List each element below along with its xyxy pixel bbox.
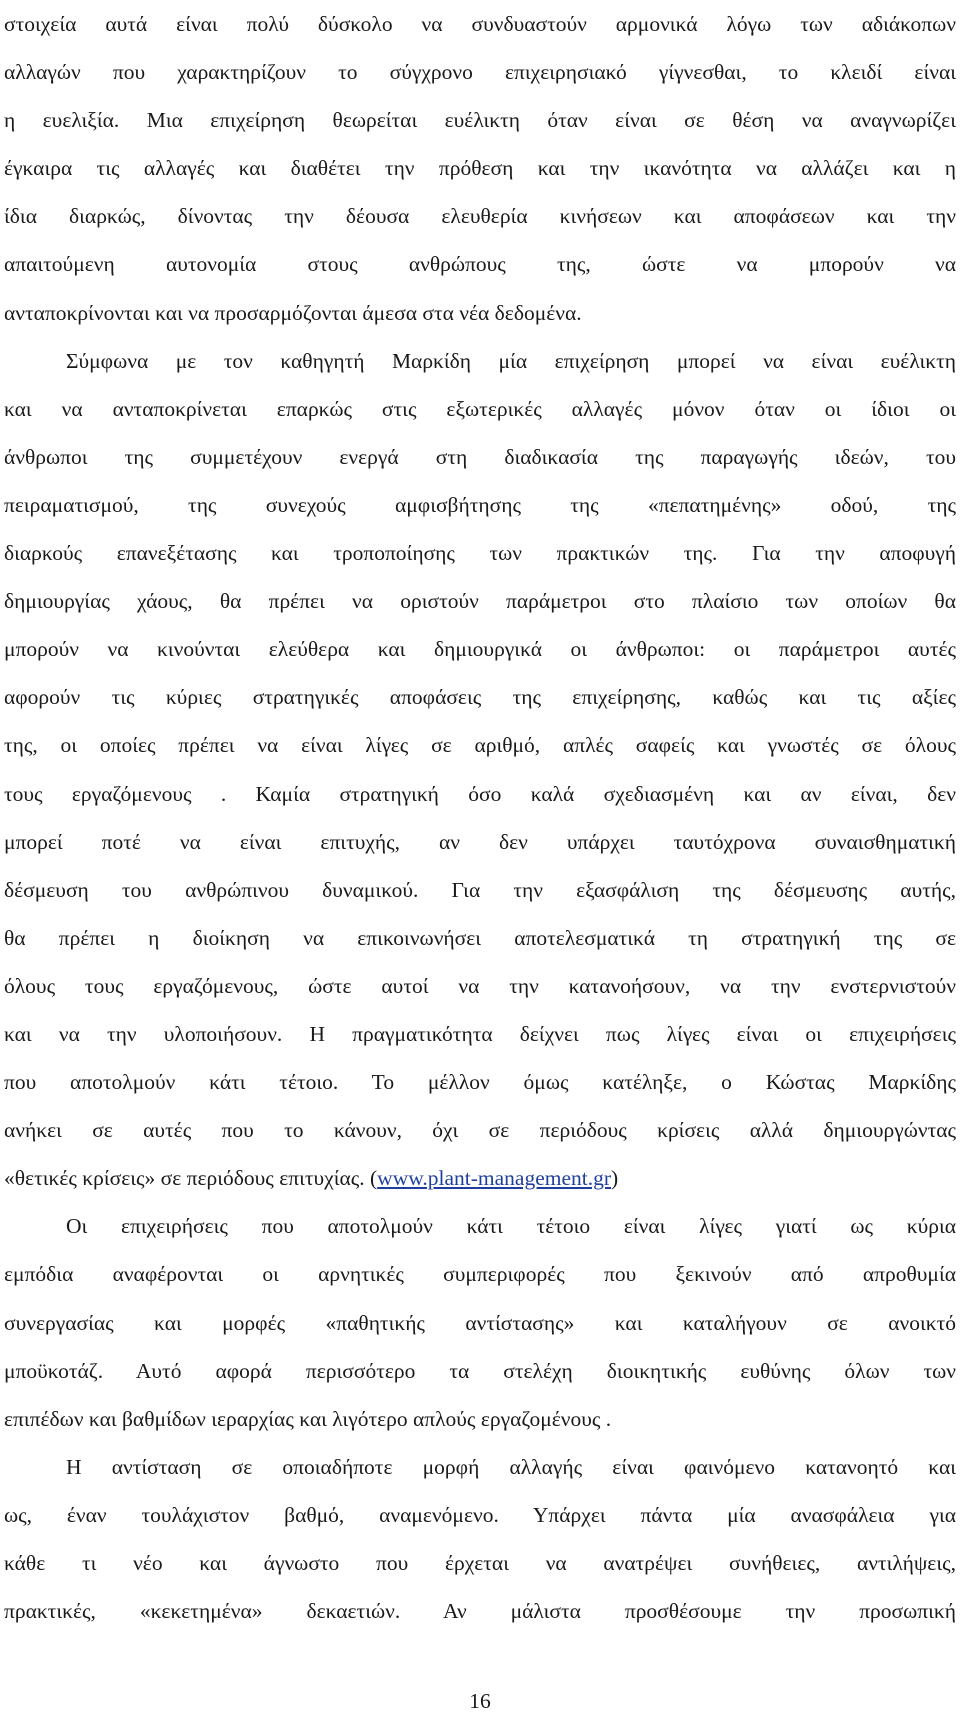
text-line: στοιχεία αυτά είναι πολύ δύσκολο να συνδυαστούν αρμονικά λόγω των αδιάκοπων [4, 12, 956, 36]
text-line: απαιτούμενη αυτονομία στους ανθρώπους της, ώστε να μπορούν να [4, 252, 956, 277]
paragraph-start-line: Οι επιχειρήσεις που αποτολμούν κάτι τέτοιο είναι λίγες γιατί ως κύρια [66, 1214, 956, 1239]
text-line: επιπέδων και βαθμίδων ιεραρχίας και λιγότερο απλούς εργαζομένους . [4, 1406, 612, 1431]
text-line: μπορούν να κινούνται ελεύθερα και δημιουργικά οι άνθρωποι: οι παράμετροι αυτές [4, 637, 956, 662]
page-number: 16 [469, 1689, 491, 1713]
source-link[interactable]: www.plant-management.gr [377, 1166, 612, 1191]
text-line: που αποτολμούν κάτι τέτοιο. Το μέλλον όμως κατέληξε, ο Κώστας Μαρκίδης [4, 1070, 956, 1095]
text-line: πρακτικές, «κεκετημένα» δεκαετιών. Αν μάλιστα προσθέσουμε την προσωπική [4, 1599, 956, 1624]
text-line: ανταποκρίνονται και να προσαρμόζονται άμεσα στα νέα δεδομένα. [4, 300, 582, 325]
text-line: έγκαιρα τις αλλαγές και διαθέτει την πρόθεση και την ικανότητα να αλλάζει και η [4, 156, 956, 181]
text-line: ως, έναν τουλάχιστον βαθμό, αναμενόμενο. Υπάρχει πάντα μία ανασφάλεια για [4, 1502, 956, 1527]
text-line: δέσμευση του ανθρώπινου δυναμικού. Για την εξασφάλιση της δέσμευσης αυτής, [4, 877, 956, 902]
text-line: και να ανταποκρίνεται επαρκώς στις εξωτερικές αλλαγές μόνον όταν οι ίδιοι οι [4, 396, 956, 421]
text-line: ίδια διαρκώς, δίνοντας την δέουσα ελευθερία κινήσεων και αποφάσεων και την [4, 204, 956, 229]
text-line: μποϋκοτάζ. Αυτό αφορά περισσότερο τα στελέχη διοικητικής ευθύνης όλων των [4, 1358, 956, 1383]
paragraph-start-line: Σύμφωνα με τον καθηγητή Μαρκίδη μία επιχείρηση μπορεί να είναι ευέλικτη [66, 348, 956, 373]
text-line: δημιουργίας χάους, θα πρέπει να οριστούν παράμετροι στο πλαίσιο των οποίων θα [4, 589, 956, 614]
text-line: συνεργασίας και μορφές «παθητικής αντίστασης» και καταλήγουν σε ανοικτό [4, 1310, 956, 1335]
text-line: μπορεί ποτέ να είναι επιτυχής, αν δεν υπάρχει ταυτόχρονα συναισθηματική [4, 829, 956, 854]
text-line: άνθρωποι της συμμετέχουν ενεργά στη διαδικασία της παραγωγής ιδεών, του [4, 444, 956, 469]
text-line: εμπόδια αναφέρονται οι αρνητικές συμπεριφορές που ξεκινούν από απροθυμία [4, 1262, 956, 1287]
text-line: αλλαγών που χαρακτηρίζουν το σύγχρονο επιχειρησιακό γίγνεσθαι, το κλειδί είναι [4, 60, 956, 85]
text-line: τους εργαζόμενους . Καμία στρατηγική όσο καλά σχεδιασμένη και αν είναι, δεν [4, 781, 956, 806]
text-line: της, οι οποίες πρέπει να είναι λίγες σε αριθμό, απλές σαφείς και γνωστές σε όλους [4, 733, 956, 758]
text-line: αφορούν τις κύριες στρατηγικές αποφάσεις της επιχείρησης, καθώς και τις αξίες [4, 685, 956, 710]
citation-text-before: «θετικές κρίσεις» σε περιόδους επιτυχίας. ( [4, 1166, 378, 1191]
text-line: όλους τους εργαζόμενους, ώστε αυτοί να την κατανοήσουν, να την ενστερνιστούν [4, 973, 956, 998]
text-line: πειραματισμού, της συνεχούς αμφισβήτησης της «πεπατημένης» οδού, της [4, 492, 956, 517]
paragraph-start-line: Η αντίσταση σε οποιαδήποτε μορφή αλλαγής είναι φαινόμενο κατανοητό και [66, 1454, 956, 1479]
citation-line [4, 1154, 956, 1202]
text-line: διαρκούς επανεξέτασης και τροποποίησης των πρακτικών της. Για την αποφυγή [4, 541, 956, 566]
text-line: η ευελιξία. Μια επιχείρηση θεωρείται ευέλικτη όταν είναι σε θέση να αναγνωρίζει [4, 108, 956, 133]
text-line: θα πρέπει η διοίκηση να επικοινωνήσει αποτελεσματικά τη στρατηγική της σε [4, 925, 956, 950]
body-text [4, 0, 956, 1635]
citation-text-after: ) [611, 1166, 619, 1191]
text-line: και να την υλοποιήσουν. Η πραγματικότητα δείχνει πως λίγες είναι οι επιχειρήσεις [4, 1021, 956, 1046]
text-line: ανήκει σε αυτές που το κάνουν, όχι σε περιόδους κρίσεις αλλά δημιουργώντας [4, 1118, 956, 1143]
text-line: κάθε τι νέο και άγνωστο που έρχεται να ανατρέψει συνήθειες, αντιλήψεις, [4, 1551, 956, 1575]
